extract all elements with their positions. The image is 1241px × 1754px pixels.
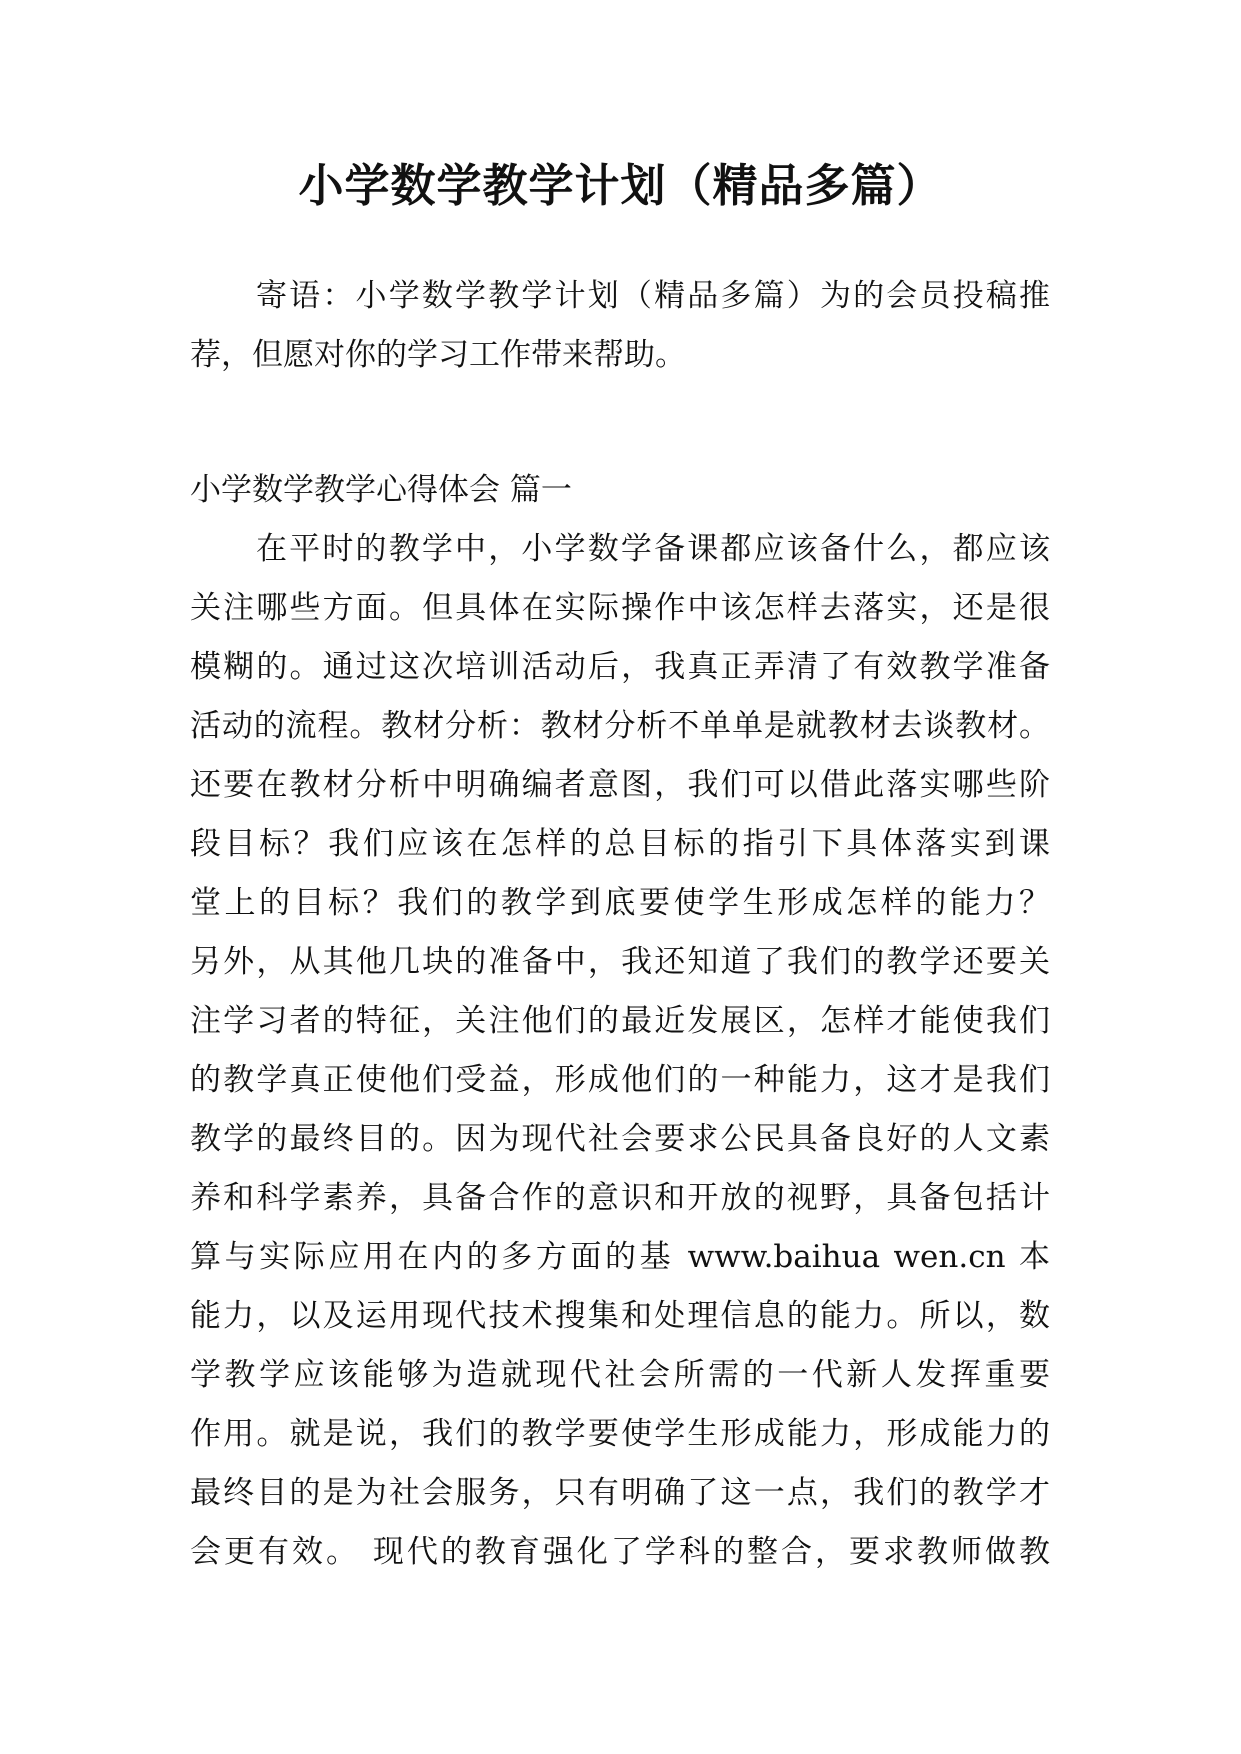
body-line: 在平时的教学中，小学数学备课都应该备什么，都应该 bbox=[256, 531, 1050, 567]
body-line: 注学习者的特征，关注他们的最近发展区，怎样才能使我们 bbox=[190, 1003, 1050, 1039]
body-line: 关注哪些方面。但具体在实际操作中该怎样去落实，还是很 bbox=[190, 590, 1050, 626]
body-line: 最终目的是为社会服务，只有明确了这一点，我们的教学才 bbox=[190, 1475, 1050, 1511]
body-line: 另外，从其他几块的准备中，我还知道了我们的教学还要关 bbox=[190, 944, 1050, 980]
intro-line: 荐，但愿对你的学习工作带来帮助。 bbox=[190, 337, 686, 373]
body-line: 算与实际应用在内的多方面的基 www.baihua wen.cn 本 bbox=[190, 1239, 1050, 1275]
body-line: 活动的流程。教材分析：教材分析不单单是就教材去谈教材。 bbox=[190, 708, 1050, 744]
body-line: 会更有效。 现代的教育强化了学科的整合，要求教师做教 bbox=[190, 1534, 1050, 1570]
body-line: 能力，以及运用现代技术搜集和处理信息的能力。所以，数 bbox=[190, 1298, 1050, 1334]
body-line: 养和科学素养，具备合作的意识和开放的视野，具备包括计 bbox=[190, 1180, 1050, 1216]
body-line: 作用。就是说，我们的教学要使学生形成能力，形成能力的 bbox=[190, 1416, 1050, 1452]
body-line: 的教学真正使他们受益，形成他们的一种能力，这才是我们 bbox=[190, 1062, 1050, 1098]
document-title: 小学数学教学计划（精品多篇） bbox=[298, 159, 943, 212]
body-line: 教学的最终目的。因为现代社会要求公民具备良好的人文素 bbox=[190, 1121, 1050, 1157]
body-paragraph bbox=[190, 520, 1050, 1582]
body-line: 学教学应该能够为造就现代社会所需的一代新人发挥重要 bbox=[190, 1357, 1050, 1393]
body-line: 堂上的目标？我们的教学到底要使学生形成怎样的能力？ bbox=[190, 885, 1050, 921]
intro-line: 寄语：小学数学教学计划（精品多篇）为的会员投稿推 bbox=[256, 278, 1050, 314]
section-heading: 小学数学教学心得体会 篇一 bbox=[190, 472, 572, 508]
body-line: 段目标？我们应该在怎样的总目标的指引下具体落实到课 bbox=[190, 826, 1050, 862]
body-line: 还要在教材分析中明确编者意图，我们可以借此落实哪些阶 bbox=[190, 767, 1050, 803]
body-line: 模糊的。通过这次培训活动后，我真正弄清了有效教学准备 bbox=[190, 649, 1050, 685]
intro-paragraph bbox=[190, 267, 1050, 385]
